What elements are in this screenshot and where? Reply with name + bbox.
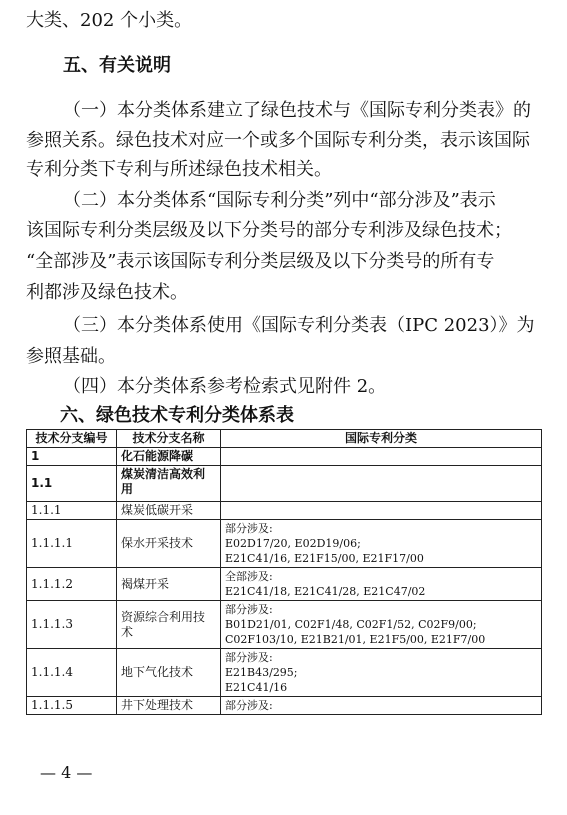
para-3-line-1: （三）本分类体系使用《国际专利分类表（IPC 2023）》为: [63, 315, 535, 336]
table-row: [27, 502, 542, 520]
ipc-codes: B01D21/01, C02F1/48, C02F1/52, C02F9/00;: [225, 618, 477, 631]
ipc-codes: E02D17/20, E02D19/06;: [225, 537, 361, 550]
ipc-codes: E21C41/16: [225, 681, 288, 694]
row-name: 资源综合利用技术: [117, 601, 221, 649]
table-header-row: [27, 430, 542, 448]
header-ipc: 国际专利分类: [221, 430, 542, 448]
section-heading-6: 六、绿色技术专利分类体系表: [60, 405, 294, 426]
row-name: 保水开采技术: [117, 520, 221, 568]
ipc-codes: C02F103/10, E21B21/01, E21F5/00, E21F7/00: [225, 633, 486, 646]
para-1-line-2: 参照关系。绿色技术对应一个或多个国际专利分类，表示该国际: [26, 130, 530, 151]
ipc-codes: E21C41/16, E21F15/00, E21F17/00: [225, 552, 424, 565]
header-name: 技术分支名称: [117, 430, 221, 448]
row-code: 1.1.1.1: [27, 520, 117, 568]
section-heading-5: 五、有关说明: [63, 55, 171, 76]
row-code: 1.1.1.3: [27, 601, 117, 649]
table-row: [27, 601, 542, 649]
header-code: 技术分支编号: [27, 430, 117, 448]
ipc-codes: E21B43/295;: [225, 666, 298, 679]
ipc-scope: 部分涉及:: [225, 699, 273, 712]
row-ipc: [221, 601, 542, 649]
row-ipc: [221, 520, 542, 568]
para-1-line-1: （一）本分类体系建立了绿色技术与《国际专利分类表》的: [63, 100, 531, 121]
row-code: 1.1.1: [27, 502, 117, 520]
table-row: [27, 649, 542, 697]
row-ipc: [221, 502, 542, 520]
body-line-1: 大类、202 个小类。: [26, 10, 193, 31]
para-2-line-4: 利都涉及绿色技术。: [26, 282, 188, 303]
ipc-scope: 部分涉及:: [225, 603, 273, 616]
table-row: [27, 568, 542, 601]
ipc-scope: 部分涉及:: [225, 651, 273, 664]
table-row: [27, 697, 542, 715]
row-code: 1.1.1.5: [27, 697, 117, 715]
page-number: — 4 —: [40, 763, 93, 782]
table-row: [27, 448, 542, 466]
table-row: [27, 520, 542, 568]
ipc-codes: E21C41/18, E21C41/28, E21C47/02: [225, 585, 426, 598]
para-2-line-1: （二）本分类体系“国际专利分类”列中“部分涉及”表示: [63, 190, 496, 211]
row-code: 1.1.1.4: [27, 649, 117, 697]
para-3-line-2: 参照基础。: [26, 346, 116, 367]
row-ipc: [221, 697, 542, 715]
row-name: 煤炭低碳开采: [117, 502, 221, 520]
para-1-line-3: 专利分类下专利与所述绿色技术相关。: [26, 159, 332, 180]
row-ipc: [221, 466, 542, 502]
row-name: 褐煤开采: [117, 568, 221, 601]
row-code: 1.1: [27, 466, 117, 502]
ipc-scope: 部分涉及:: [225, 522, 273, 535]
table-row: [27, 466, 542, 502]
para-4: （四）本分类体系参考检索式见附件 2。: [63, 376, 387, 397]
row-code: 1: [27, 448, 117, 466]
row-ipc: [221, 448, 542, 466]
row-name: 地下气化技术: [117, 649, 221, 697]
row-code: 1.1.1.2: [27, 568, 117, 601]
row-name: 煤炭清洁高效利用: [117, 466, 221, 502]
ipc-scope: 全部涉及:: [225, 570, 273, 583]
row-ipc: [221, 568, 542, 601]
para-2-line-2: 该国际专利分类层级及以下分类号的部分专利涉及绿色技术；: [26, 220, 512, 241]
row-name: 化石能源降碳: [117, 448, 221, 466]
para-2-line-3: “全部涉及”表示该国际专利分类层级及以下分类号的所有专: [26, 251, 495, 272]
green-tech-classification-table: [26, 429, 542, 715]
row-name: 井下处理技术: [117, 697, 221, 715]
row-ipc: [221, 649, 542, 697]
